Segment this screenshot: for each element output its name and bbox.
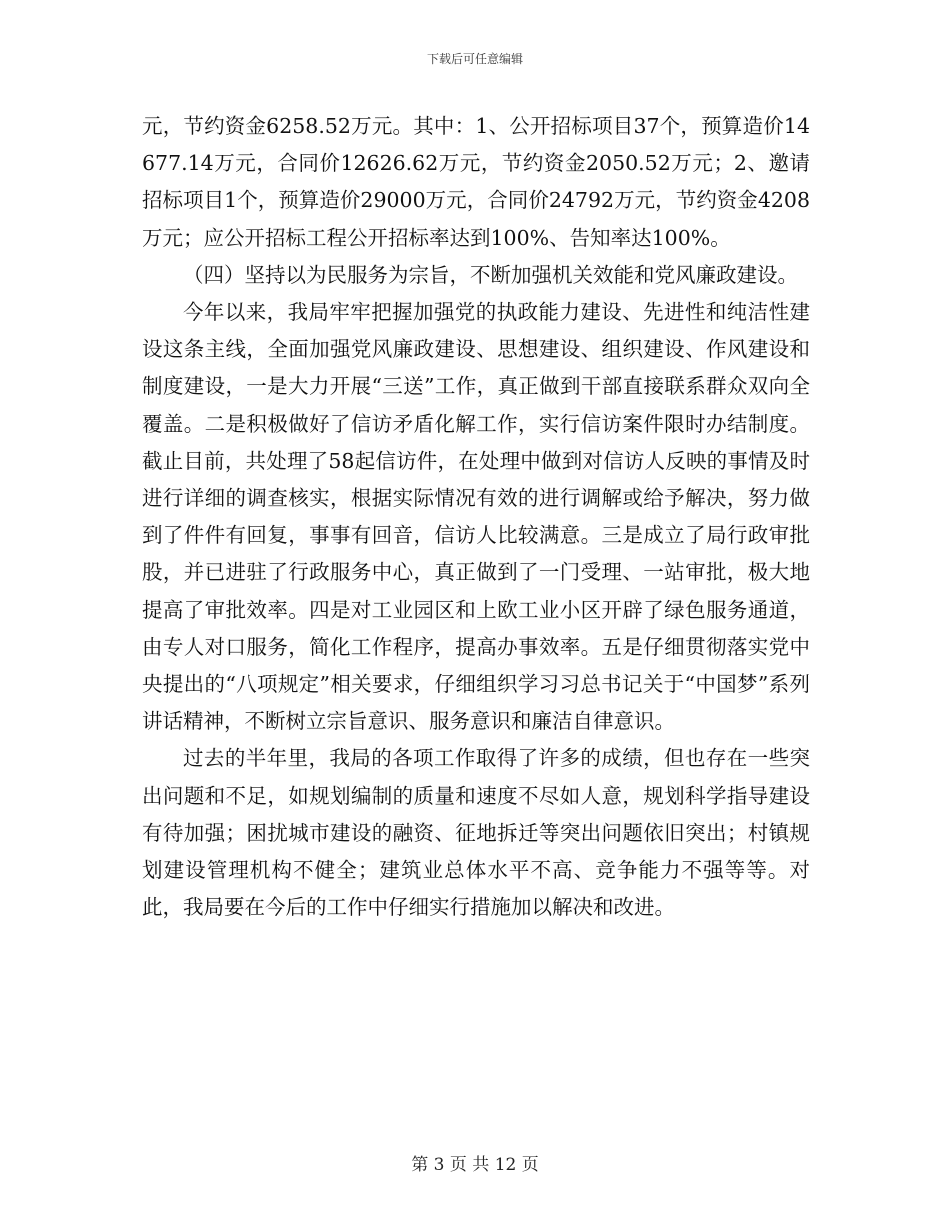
page-number: 第 3 页 共 12 页	[411, 1155, 539, 1175]
page-header: 下载后可任意编辑	[426, 52, 523, 66]
section-heading-four: （四）坚持以为民服务为宗旨，不断加强机关效能和党风廉政建设。	[183, 262, 798, 287]
paragraph-party-building: 今年以来，我局牢牢把握加强党的执政能力建设、先进性和纯洁性建设这条主线，全面加强党风廉政建设、思想建设、组织建设、作风建设和制度建设，一是大力开展“三送”工作，真正做到干部直接联系群众双向全覆盖。二是积极做好了信访矛盾化解工作，实行信访案件限时办结制度。截止目前，共处理了58起信访件，在处理中做到对信访人反映的事情及时进行详细的调查核实，根据实际情况有效的进行调解或给予解决，努力做到了件件有回复，事事有回音，信访人比较满意。三是成立了局行政审批股，并已进驻了行政服务中心，真正做到了一门受理、一站审批，极大地提高了审批效率。四是对工业园区和上欧工业小区开辟了绿色服务通道，由专人对口服务，简化工作程序，提高办事效率。五是仔细贯彻落实党中央提出的“八项规定”相关要求，仔细组织学习习总书记关于“中国梦”系列讲话精神，不断树立宗旨意识、服务意识和廉洁自律意识。	[142, 300, 810, 734]
paragraph-problems: 过去的半年里，我局的各项工作取得了许多的成绩，但也存在一些突出问题和不足，如规划编制的质量和速度不尽如人意，规划科学指导建设有待加强；困扰城市建设的融资、征地拆迁等突出问题依旧突出；村镇规划建设管理机构不健全；建筑业总体水平不高、竞争能力不强等等。对此，我局要在今后的工作中仔细实行措施加以解决和改进。	[142, 746, 810, 920]
paragraph-funds-summary: 元，节约资金6258.52万元。其中：1、公开招标项目37个，预算造价14677.14万元，合同价12626.62万元，节约资金2050.52万元；2、邀请招标项目1个，预算造价29000万元，合同价24792万元，节约资金4208万元；应公开招标工程公开招标率达到100%、告知率达100%。	[142, 114, 810, 250]
document-body	[142, 108, 810, 926]
